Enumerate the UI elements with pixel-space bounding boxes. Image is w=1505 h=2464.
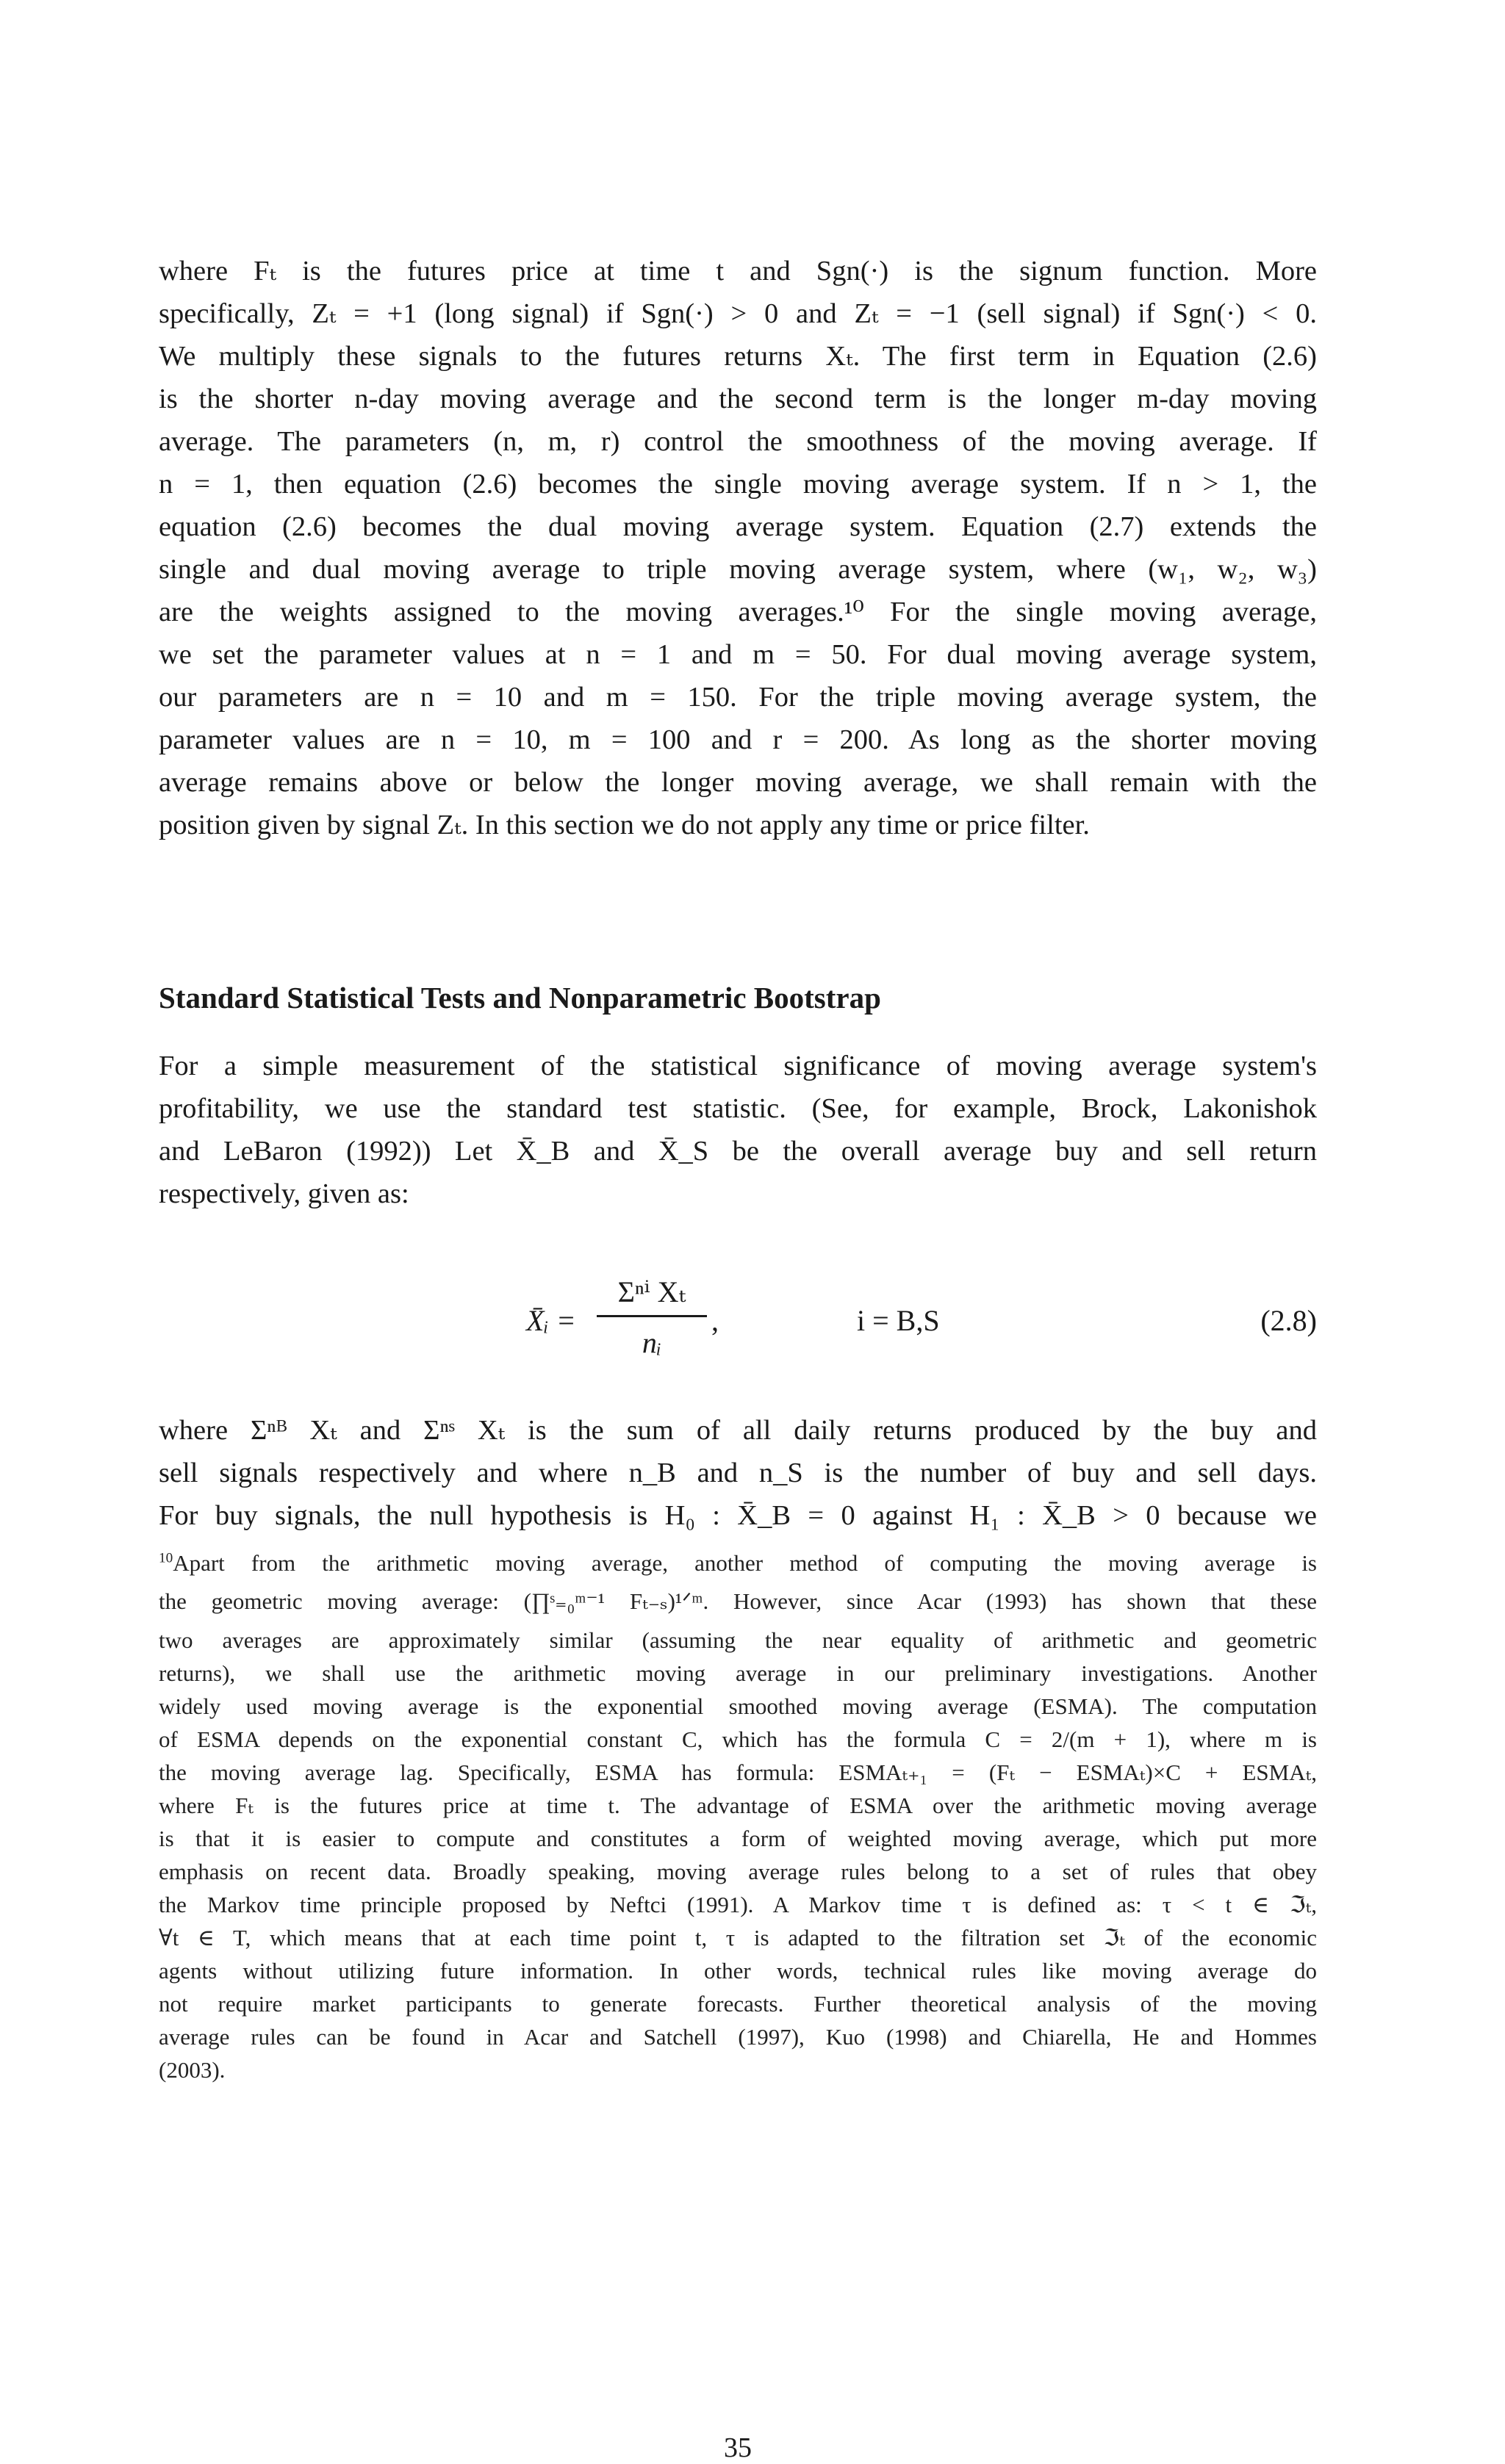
equation-condition: i = B,S	[857, 1304, 940, 1337]
footnote-line: not require market participants to generate forecasts. Further theoretical analysis of the moving	[159, 1991, 1317, 2017]
page-number: 35	[724, 2432, 752, 2463]
text-line: parameter values are n = 10, m = 100 and r = 200. As long as the shorter moving	[159, 724, 1317, 755]
footnote-line: is that it is easier to compute and constitutes a form of weighted moving average, which put more	[159, 1826, 1317, 1851]
text-line: profitability, we use the standard test statistic. (See, for example, Brock, Lakonishok	[159, 1093, 1317, 1124]
paragraph-sum-definition	[159, 1409, 1317, 1537]
paragraph-moving-average-description	[159, 250, 1317, 846]
equation-number: (2.8)	[1260, 1304, 1317, 1337]
text-line: is the shorter n-day moving average and the second term is the longer m-day moving	[159, 383, 1317, 414]
text-line: position given by signal Zₜ. In this section we do not apply any time or price filter.	[159, 810, 1090, 840]
text-line: we set the parameter values at n = 1 and m = 50. For dual moving average system,	[159, 639, 1317, 670]
page-content	[159, 250, 1317, 2463]
footnote-line: ∀t ∈ T, which means that at each time point t, τ is adapted to the filtration set ℑₜ of the economic	[159, 1925, 1317, 1950]
footnote-line: agents without utilizing future information. In other words, technical rules like moving average do	[159, 1958, 1317, 1984]
footnote-line: the geometric moving average: (∏ˢ₌₀ᵐ⁻¹ Fₜ₋ₛ)¹ᐟᵐ. However, since Acar (1993) has shown that these	[159, 1588, 1317, 1614]
text-line: specifically, Zₜ = +1 (long signal) if Sgn(·) > 0 and Zₜ = −1 (sell signal) if Sgn(·) < 0.	[159, 298, 1317, 329]
equation-comma: ,	[711, 1304, 719, 1337]
footnote-line: (2003).	[159, 2057, 226, 2083]
footnote-10	[159, 1546, 1317, 2086]
text-line: where Σⁿᴮ Xₜ and Σⁿˢ Xₜ is the sum of all daily returns produced by the buy and	[159, 1415, 1317, 1446]
text-line: single and dual moving average to triple moving average system, where (w₁, w₂, w₃)	[159, 554, 1317, 585]
footnote-line	[159, 1546, 1317, 1579]
footnote-marker: 10	[159, 1550, 173, 1566]
equation-denominator: nᵢ	[642, 1326, 662, 1359]
text-line: our parameters are n = 10 and m = 150. For the triple moving average system, the	[159, 682, 1317, 713]
equation-2-8	[159, 1259, 1317, 1391]
text-line: equation (2.6) becomes the dual moving average system. Equation (2.7) extends the	[159, 511, 1317, 542]
footnote-line: the moving average lag. Specifically, ESMA has formula: ESMAₜ₊₁ = (Fₜ − ESMAₜ)×C + ESMAₜ,	[159, 1759, 1317, 1785]
text-line: respectively, given as:	[159, 1178, 409, 1209]
text-line: For buy signals, the null hypothesis is H₀ : X̄_B = 0 against H₁ : X̄_B > 0 because we	[159, 1500, 1317, 1531]
footnote-line: emphasis on recent data. Broadly speaking, moving average rules belong to a set of rules that obey	[159, 1859, 1317, 1884]
footnote-text: Apart from the arithmetic moving average, another method of computing the moving average is	[173, 1550, 1317, 1576]
text-line: where Fₜ is the futures price at time t and Sgn(·) is the signum function. More	[159, 256, 1317, 287]
text-line: sell signals respectively and where n_B and n_S is the number of buy and sell days.	[159, 1458, 1317, 1488]
equation-fraction	[597, 1259, 707, 1369]
text-line: For a simple measurement of the statistical significance of moving average system's	[159, 1051, 1317, 1081]
paragraph-test-statistic-intro	[159, 1045, 1317, 1215]
footnote-line: returns), we shall use the arithmetic moving average in our preliminary investigations. Another	[159, 1660, 1317, 1686]
footnote-line: average rules can be found in Acar and Satchell (1997), Kuo (1998) and Chiarella, He and Hommes	[159, 2024, 1317, 2050]
equation-lhs: X̄ᵢ =	[526, 1304, 576, 1337]
footnote-line: of ESMA depends on the exponential constant C, which has the formula C = 2/(m + 1), where m is	[159, 1726, 1317, 1752]
text-line: and LeBaron (1992)) Let X̄_B and X̄_S be the overall average buy and sell return	[159, 1136, 1317, 1167]
text-line: average remains above or below the longer moving average, we shall remain with the	[159, 767, 1317, 798]
equation-numerator: Σⁿⁱ Xₜ	[617, 1275, 686, 1308]
footnote-line: two averages are approximately similar (assuming the near equality of arithmetic and geometric	[159, 1627, 1317, 1653]
section-heading: Standard Statistical Tests and Nonparametric Bootstrap	[159, 981, 881, 1015]
text-line: We multiply these signals to the futures returns Xₜ. The first term in Equation (2.6)	[159, 341, 1317, 372]
footnote-line: the Markov time principle proposed by Neftci (1991). A Markov time τ is defined as: τ < t ∈ ℑₜ,	[159, 1892, 1317, 1917]
text-line: average. The parameters (n, m, r) control the smoothness of the moving average. If	[159, 426, 1317, 457]
footnote-line: widely used moving average is the exponential smoothed moving average (ESMA). The computation	[159, 1693, 1317, 1719]
text-line: are the weights assigned to the moving averages.¹⁰ For the single moving average,	[159, 597, 1317, 627]
text-line: n = 1, then equation (2.6) becomes the single moving average system. If n > 1, the	[159, 469, 1317, 500]
footnote-line: where Fₜ is the futures price at time t. The advantage of ESMA over the arithmetic moving average	[159, 1793, 1317, 1818]
